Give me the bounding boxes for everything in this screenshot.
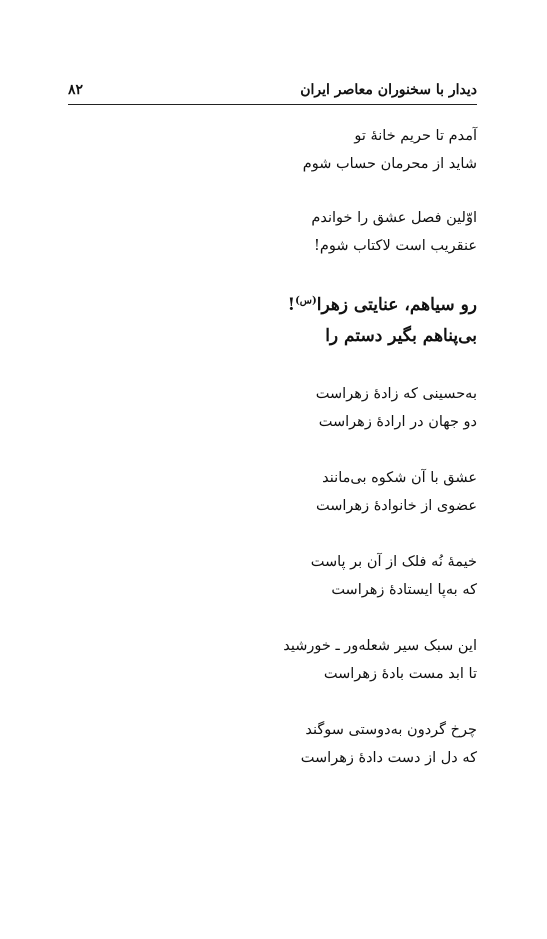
- poem-line: شاید از محرمان حساب شوم: [302, 156, 477, 172]
- poem-line: که دل از دست دادهٔ زهراست: [300, 750, 477, 766]
- poem-body: [117, 122, 477, 772]
- stanza: [117, 548, 477, 604]
- stanza: [117, 464, 477, 520]
- stanza: [117, 122, 477, 178]
- stanza: [117, 204, 477, 260]
- stanza: [117, 380, 477, 436]
- honorific-superscript: (س): [295, 295, 317, 307]
- stanza: [117, 632, 477, 688]
- heading-line: بی‌پناهم بگیر دستم را: [325, 326, 477, 346]
- poem-line: دو جهان در ارادهٔ زهراست: [318, 414, 477, 430]
- stanza: [117, 716, 477, 772]
- heading-text: رو سیاهم، عنایتی زهرا: [316, 295, 477, 315]
- heading-exclamation: !: [287, 295, 296, 315]
- poem-line: عنقریب است لاکتاب شوم!: [314, 238, 477, 254]
- poem-line: آمدم تا حریم خانهٔ تو: [354, 128, 477, 144]
- poem-line: به‌حسینی که زادهٔ زهراست: [315, 386, 477, 402]
- poem-line: چرخ گردون به‌دوستی سوگند: [305, 722, 477, 738]
- heading-line: [117, 290, 477, 321]
- header-rule: [68, 104, 477, 105]
- poem-line: که به‌پا ایستادهٔ زهراست: [331, 582, 477, 598]
- poem-line: عضوی از خانوادهٔ زهراست: [316, 498, 477, 514]
- poem-line: تا ابد مست بادهٔ زهراست: [323, 666, 477, 682]
- poem-line: اوّلین فصل عشق را خواندم: [311, 210, 477, 226]
- page-header: [68, 80, 477, 104]
- running-title: دیدار با سخنوران معاصر ایران: [300, 82, 477, 98]
- poem-line: خیمهٔ نُه فلک از آن بر پاست: [310, 554, 477, 570]
- poem-line: عشق با آن شکوه بی‌مانند: [322, 470, 477, 486]
- page-number: ۸۲: [68, 82, 84, 98]
- poem-line: این سبک سیر شعله‌ور ـ خورشید: [283, 638, 477, 654]
- section-heading: [117, 290, 477, 352]
